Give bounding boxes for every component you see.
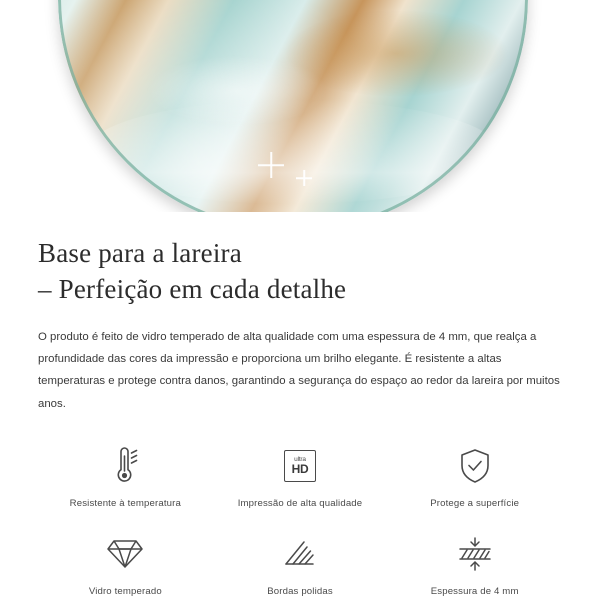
feature-label: Bordas polidas xyxy=(267,585,333,597)
feature-label: Protege a superfície xyxy=(430,497,520,509)
feature-item-temperature-resistant xyxy=(38,437,213,513)
page-title xyxy=(38,236,562,308)
feature-item-polished-edges xyxy=(213,525,388,601)
hero-image xyxy=(0,0,600,212)
description-paragraph: O produto é feito de vidro temperado de alta qualidade com uma espessura de 4 mm, que realça a profundidade das cores da impressão e proporciona um brilho elegante. É resistente a altas temperaturas e protege contra danos, garantindo a segurança do espaço ao redor da lareira por muitos anos. xyxy=(38,330,560,410)
feature-grid xyxy=(38,437,562,601)
feature-item-print-quality xyxy=(213,437,388,513)
glass-plate-image xyxy=(58,0,528,212)
content-area xyxy=(0,236,600,601)
feature-label: Resistente à temperatura xyxy=(69,497,181,509)
ultra-hd-badge-top: ultra xyxy=(294,455,306,463)
feature-item-thickness xyxy=(387,525,562,601)
polished-edges-icon xyxy=(282,531,318,577)
shield-check-icon xyxy=(458,443,492,489)
plate-gloss-overlay xyxy=(86,100,500,203)
ultra-hd-badge-bottom: HD xyxy=(291,462,309,476)
feature-label: Espessura de 4 mm xyxy=(430,585,519,597)
feature-item-tempered-glass xyxy=(38,525,213,601)
feature-item-surface-protection xyxy=(387,437,562,513)
plate-rim xyxy=(58,0,528,212)
feature-label: Vidro temperado xyxy=(88,585,162,597)
page-title-line-2: – Perfeição em cada detalhe xyxy=(38,273,347,304)
feature-label: Impressão de alta qualidade xyxy=(237,497,363,509)
diamond-icon xyxy=(106,531,144,577)
ultra-hd-icon xyxy=(284,443,316,489)
thermometer-icon xyxy=(108,443,142,489)
thickness-icon xyxy=(454,531,496,577)
page-title-line-1: Base para a lareira xyxy=(38,238,242,268)
